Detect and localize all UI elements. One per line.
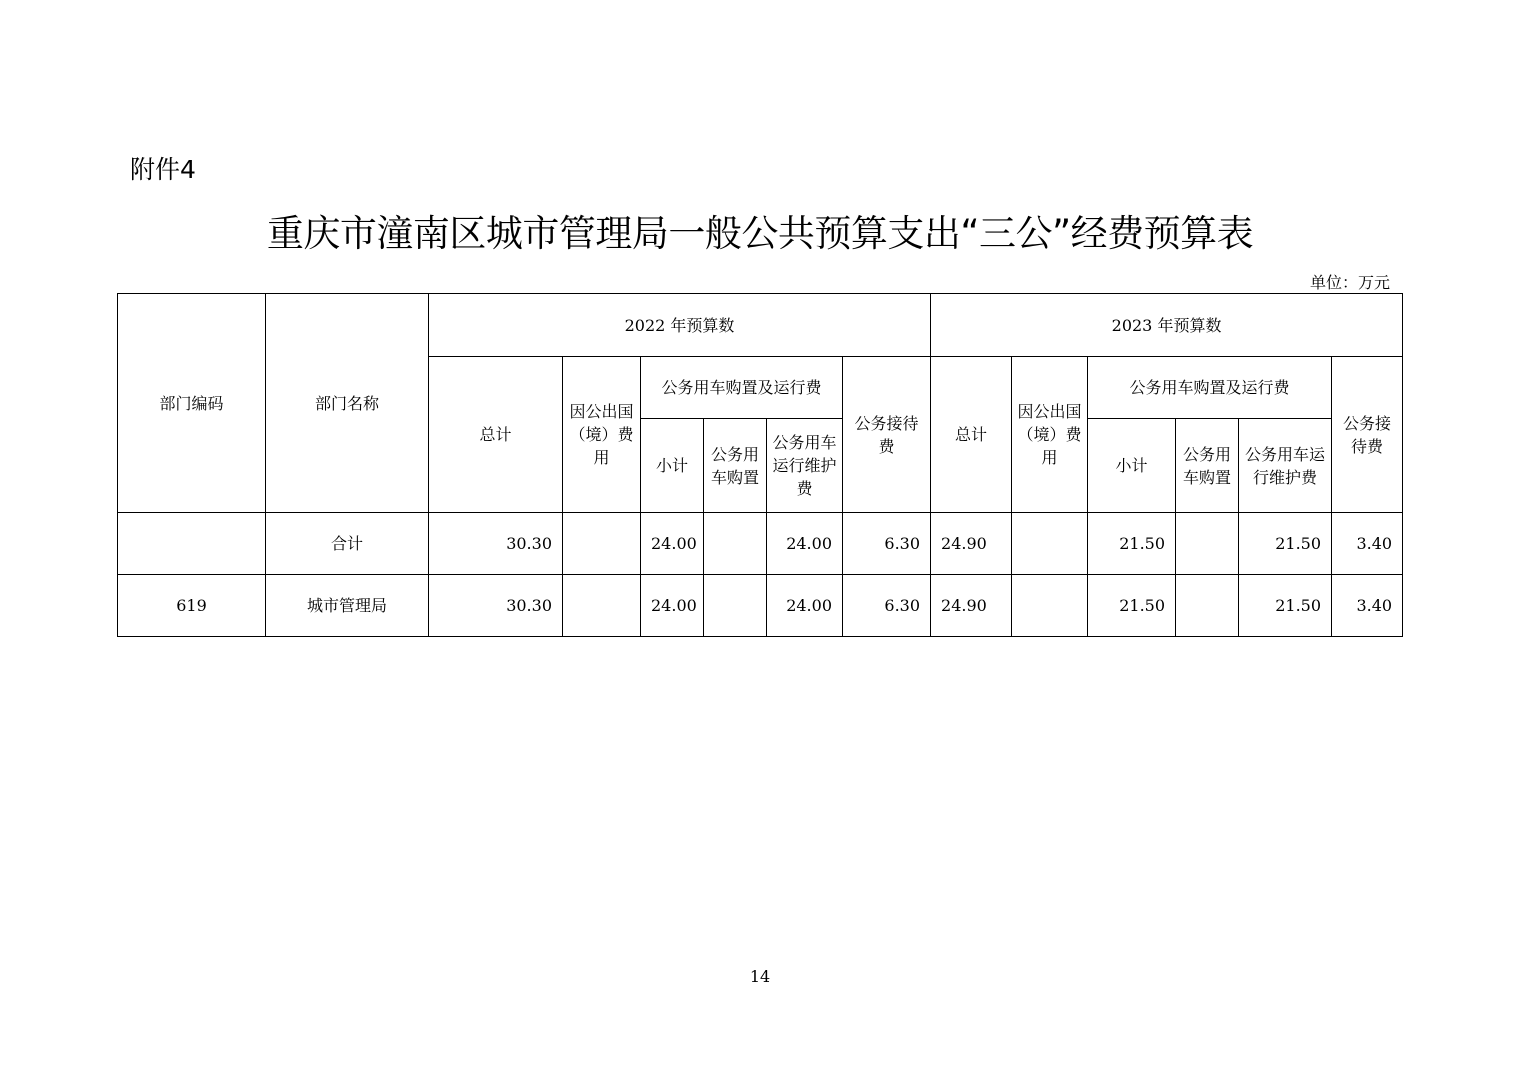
- header-total-2022: 总计: [429, 357, 563, 513]
- header-dept-code: 部门编码: [118, 294, 266, 513]
- budget-table: [117, 293, 1403, 637]
- header-car-group-2023: 公务用车购置及运行费: [1088, 357, 1332, 419]
- cell-car-purchase-2022: [704, 513, 767, 575]
- cell-subtotal-2022: 24.00: [641, 513, 704, 575]
- cell-subtotal-2022: 24.00: [641, 575, 704, 637]
- page-number: 14: [749, 967, 771, 986]
- cell-car-maint-2022: 24.00: [767, 575, 843, 637]
- cell-code: 619: [118, 575, 266, 637]
- cell-car-purchase-2022: [704, 575, 767, 637]
- cell-abroad-2022: [563, 575, 641, 637]
- cell-car-purchase-2023: [1176, 513, 1239, 575]
- header-reception-2022: 公务接待费: [843, 357, 931, 513]
- page-title: 重庆市潼南区城市管理局一般公共预算支出“三公”经费预算表: [266, 212, 1254, 255]
- header-2022: 2022 年预算数: [429, 294, 931, 357]
- header-2023: 2023 年预算数: [931, 294, 1403, 357]
- header-car-purchase-2022: 公务用车购置: [704, 419, 767, 513]
- cell-car-maint-2023: 21.50: [1239, 575, 1332, 637]
- header-abroad-2023: 因公出国（境）费用: [1012, 357, 1088, 513]
- header-car-maint-2022: 公务用车运行维护费: [767, 419, 843, 513]
- header-abroad-2022: 因公出国（境）费用: [563, 357, 641, 513]
- header-car-maint-2023: 公务用车运行维护费: [1239, 419, 1332, 513]
- cell-name: 城市管理局: [266, 575, 429, 637]
- attachment-label: 附件4: [130, 155, 196, 184]
- cell-abroad-2022: [563, 513, 641, 575]
- cell-total-2022: 30.30: [429, 513, 563, 575]
- header-reception-2023: 公务接待费: [1332, 357, 1403, 513]
- cell-car-maint-2022: 24.00: [767, 513, 843, 575]
- cell-total-2023: 24.90: [931, 513, 1012, 575]
- header-car-purchase-2023: 公务用车购置: [1176, 419, 1239, 513]
- cell-car-maint-2023: 21.50: [1239, 513, 1332, 575]
- header-subtotal-2023: 小计: [1088, 419, 1176, 513]
- cell-reception-2023: 3.40: [1332, 513, 1403, 575]
- header-subtotal-2022: 小计: [641, 419, 704, 513]
- cell-subtotal-2023: 21.50: [1088, 513, 1176, 575]
- cell-car-purchase-2023: [1176, 575, 1239, 637]
- cell-reception-2023: 3.40: [1332, 575, 1403, 637]
- cell-total-2023: 24.90: [931, 575, 1012, 637]
- cell-total-2022: 30.30: [429, 575, 563, 637]
- header-car-group-2022: 公务用车购置及运行费: [641, 357, 843, 419]
- cell-abroad-2023: [1012, 575, 1088, 637]
- unit-label: 单位：万元: [1309, 273, 1390, 292]
- cell-reception-2022: 6.30: [843, 513, 931, 575]
- cell-abroad-2023: [1012, 513, 1088, 575]
- header-dept-name: 部门名称: [266, 294, 429, 513]
- cell-code: [118, 513, 266, 575]
- cell-subtotal-2023: 21.50: [1088, 575, 1176, 637]
- header-total-2023: 总计: [931, 357, 1012, 513]
- cell-name: 合计: [266, 513, 429, 575]
- cell-reception-2022: 6.30: [843, 575, 931, 637]
- table-row-dept: [118, 575, 1403, 637]
- table-row-total: [118, 513, 1403, 575]
